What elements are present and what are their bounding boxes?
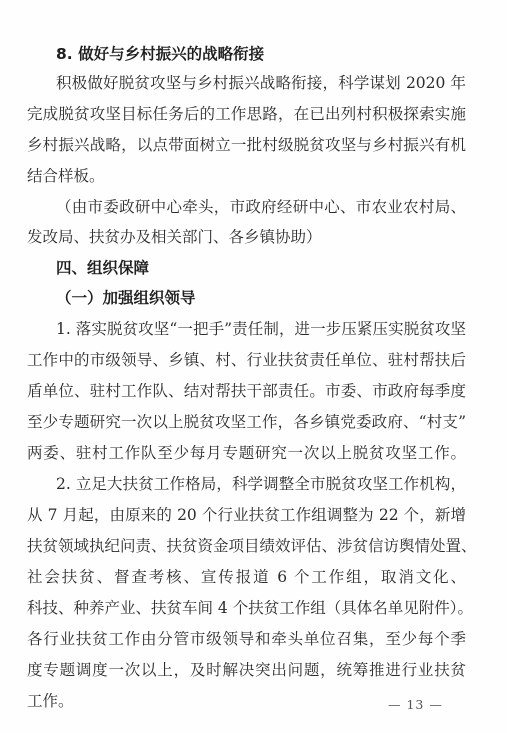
item-2-line: 扶贫领域执纪问责、扶贫资金项目绩效评估、涉贫信访舆情处置、 (27, 537, 477, 555)
item-1-line: 至少专题研究一次以上脱贫攻坚工作，各乡镇党委政府、“村支” (27, 413, 466, 431)
section-8-paragraph-line: 完成脱贫攻坚目标任务后的工作思路，在已出列村积极探索实施 (27, 105, 466, 123)
item-1-line: 工作中的市级领导、乡镇、村、行业扶贫责任单位、驻村帮扶后 (27, 351, 466, 369)
section-8-paragraph-line: 乡村振兴战略，以点带面树立一批村级脱贫攻坚与乡村振兴有机 (27, 136, 466, 154)
section-8-heading: 8. 做好与乡村振兴的战略衔接 (56, 45, 265, 63)
item-1-line: 两委、驻村工作队至少每月专题研究一次以上脱贫攻坚工作。 (27, 444, 466, 462)
section-8-paragraph-line: 积极做好脱贫攻坚与乡村振兴战略衔接，科学谋划 2020 年 (56, 74, 466, 92)
item-2-line: 工作。 (27, 692, 74, 710)
responsibility-note-line: （由市委政研中心牵头，市政府经研中心、市农业农村局、 (56, 198, 466, 216)
item-2-line: 科技、种养产业、扶贫车间 4 个扶贫工作组（具体名单见附件）。 (27, 599, 473, 617)
section-4-heading: 四、组织保障 (56, 259, 150, 277)
item-2-line: 从 7 月起，由原来的 20 个行业扶贫工作组调整为 22 个，新增 (27, 506, 466, 524)
responsibility-note-line: 发改局、扶贫办及相关部门、各乡镇协助） (27, 228, 322, 246)
item-2-line: 度专题调度一次以上，及时解决突出问题，统筹推进行业扶贫 (27, 661, 466, 679)
item-1-line: 盾单位、驻村工作队、结对帮扶干部责任。市委、市政府每季度 (27, 382, 466, 400)
page-number: — 13 — (388, 697, 443, 712)
item-2-line: 社会扶贫、督查考核、宣传报道 6 个工作组，取消文化、 (27, 568, 466, 586)
item-1-line: 1. 落实脱贫攻坚“一把手”责任制，进一步压紧压实脱贫攻坚 (56, 320, 466, 338)
item-2-line: 2. 立足大扶贫工作格局，科学调整全市脱贫攻坚工作机构， (56, 475, 466, 493)
section-8-paragraph-line: 结合样板。 (27, 167, 105, 185)
item-2-line: 各行业扶贫工作由分管市级领导和牵头单位召集，至少每个季 (27, 630, 466, 648)
subheading-organization-leadership: （一）加强组织领导 (56, 289, 196, 307)
